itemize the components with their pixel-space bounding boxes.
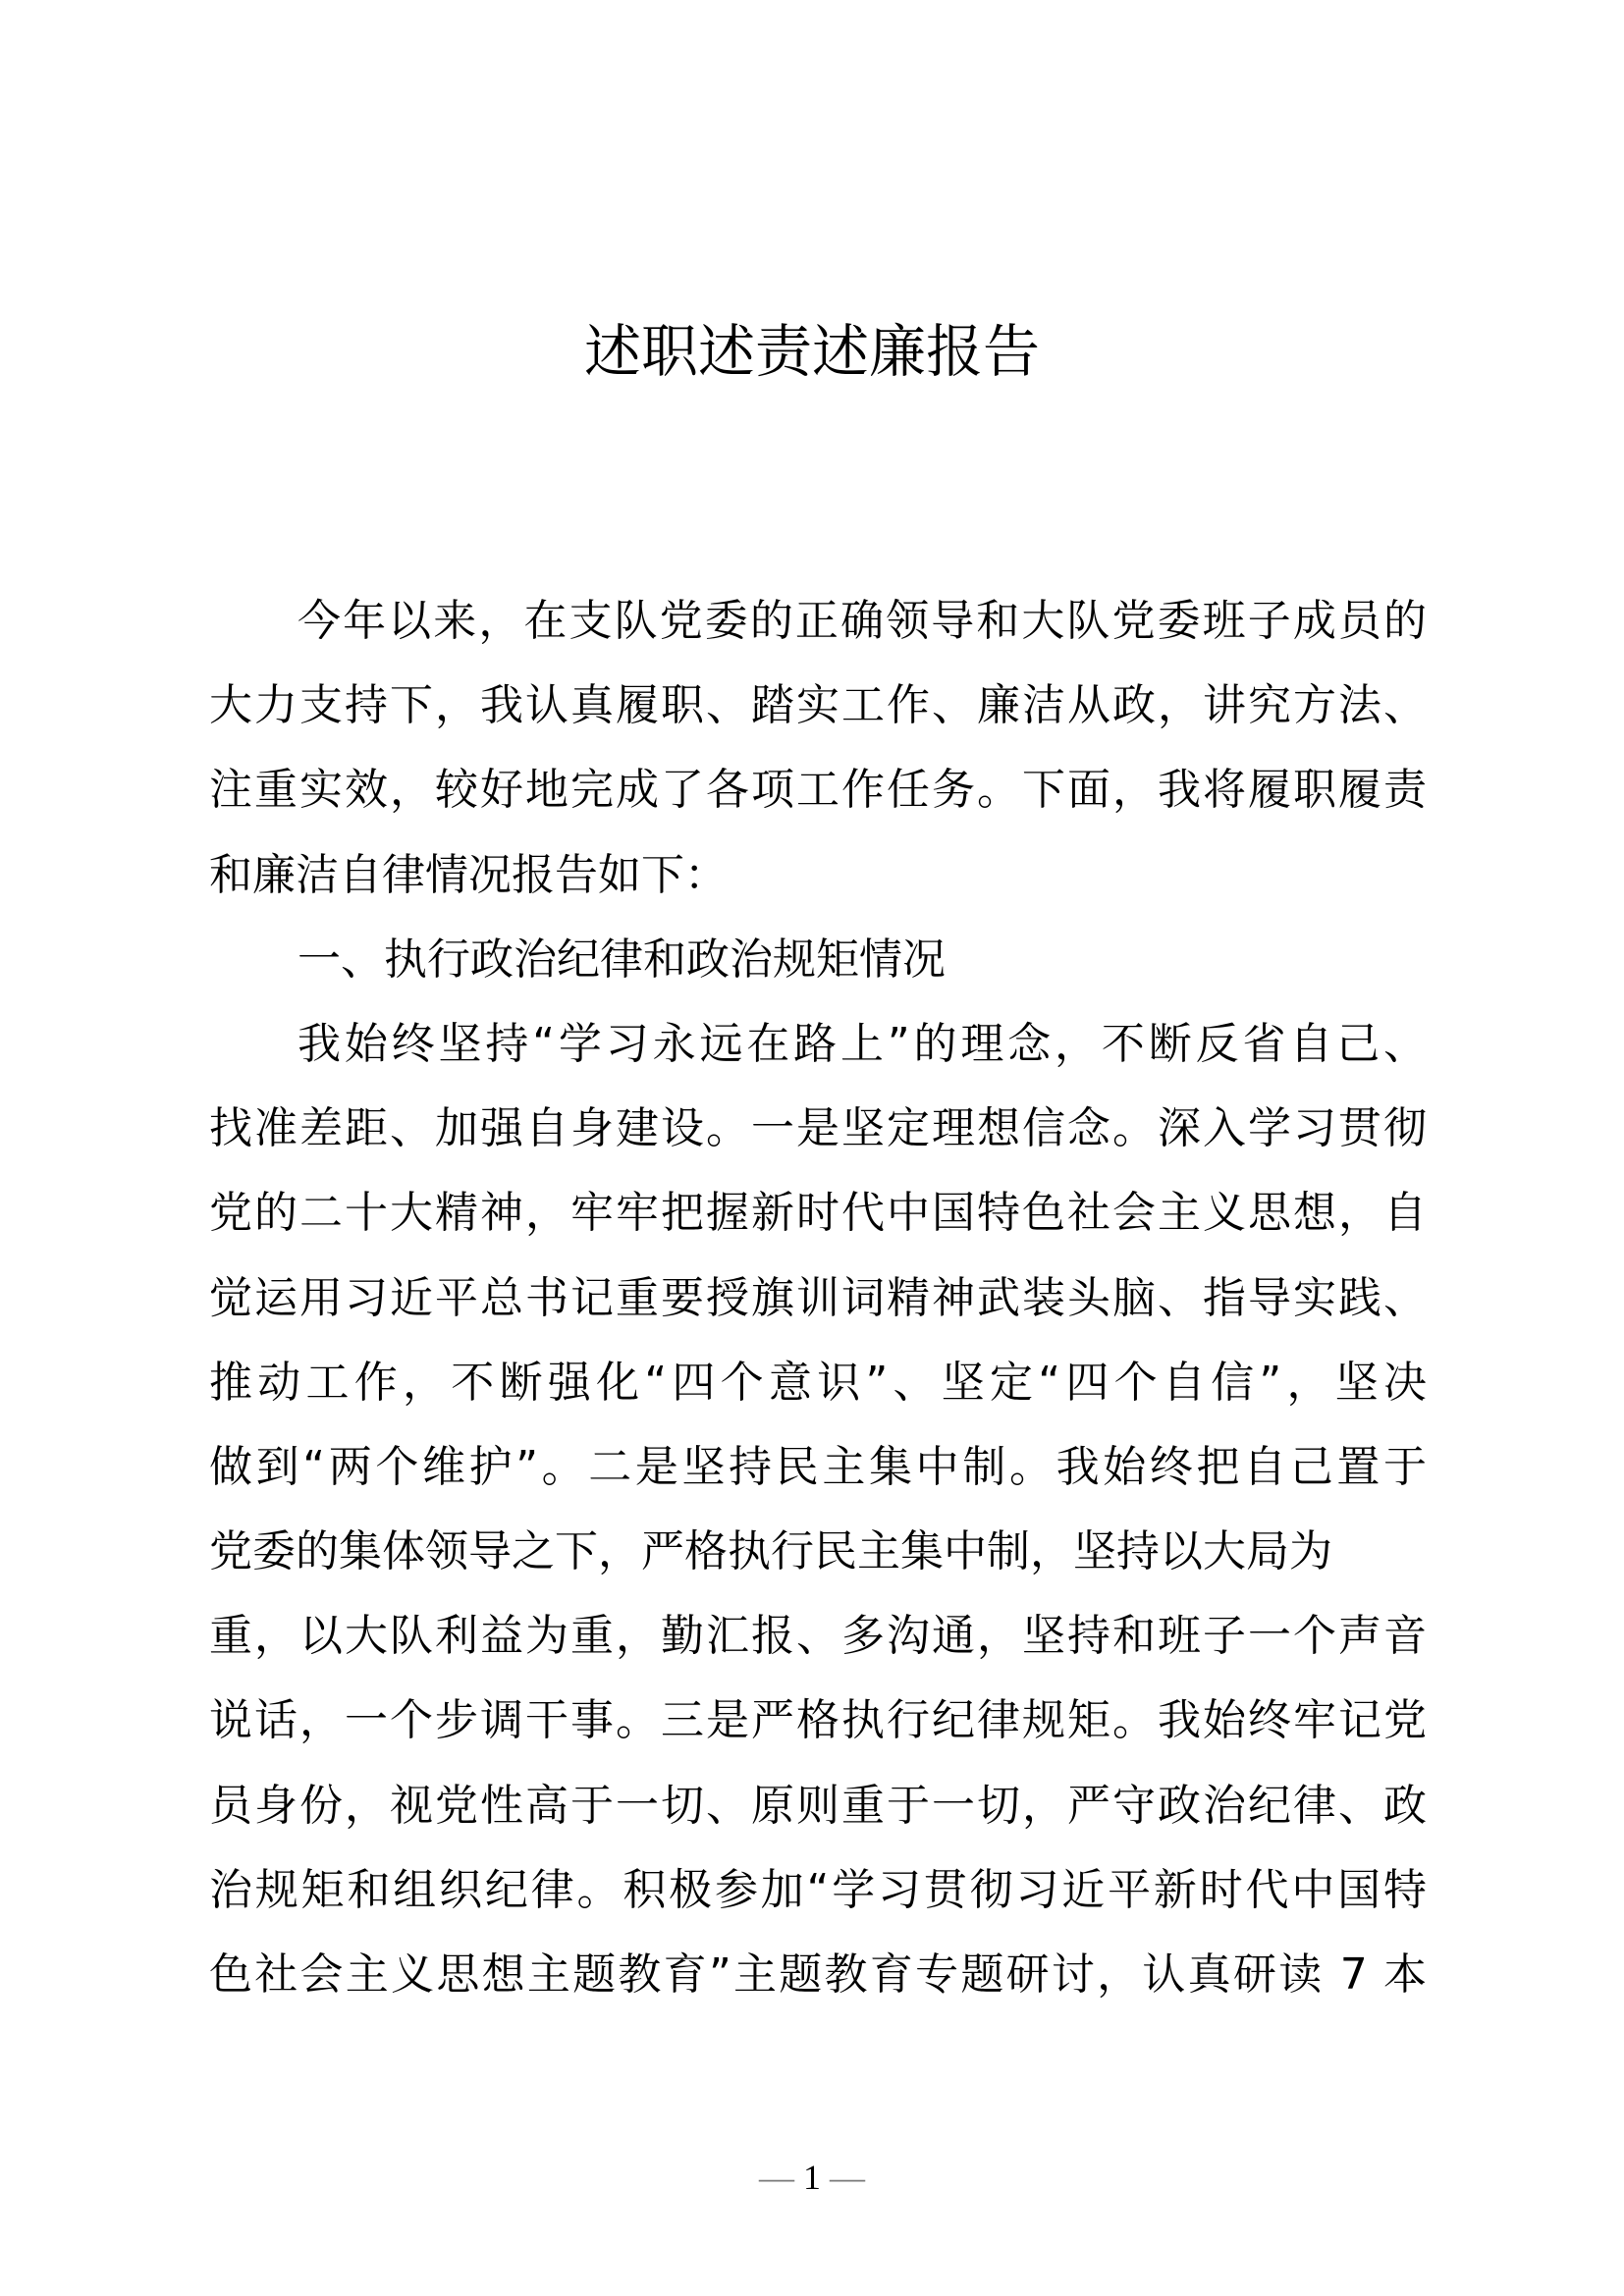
paragraph-1-line-3: 注重实效，较好地完成了各项工作任务。下面，我将履职履责: [209, 765, 1427, 816]
paragraph-2-line-1: 我始终坚持“学习永远在路上”的理念，不断反省自己、: [298, 1018, 1427, 1069]
paragraph-2-line-6: 做到“两个维护”。二是坚持民主集中制。我始终把自己置于: [209, 1441, 1427, 1492]
page-number-left-dash: —: [759, 2158, 794, 2197]
paragraph-2-line-3: 党的二十大精神，牢牢把握新时代中国特色社会主义思想，自: [209, 1188, 1427, 1239]
paragraph-2-line-9: 说话，一个步调干事。三是严格执行纪律规矩。我始终牢记党: [209, 1695, 1427, 1746]
paragraph-1-line-2: 大力支持下，我认真履职、踏实工作、廉洁从政，讲究方法、: [209, 680, 1427, 731]
paragraph-2-line-4: 觉运用习近平总书记重要授旗训词精神武装头脑、指导实践、: [209, 1272, 1427, 1323]
section-heading-1: 一、执行政治纪律和政治规矩情况: [298, 934, 946, 985]
paragraph-1-line-1: 今年以来，在支队党委的正确领导和大队党委班子成员的: [298, 596, 1427, 646]
paragraph-2-line-8: 重，以大队利益为重，勤汇报、多沟通，坚持和班子一个声音: [209, 1611, 1427, 1662]
page-number-value: 1: [803, 2158, 821, 2197]
paragraph-2-line-5: 推动工作，不断强化“四个意识”、坚定“四个自信”，坚决: [209, 1357, 1427, 1408]
page-number-right-dash: —: [830, 2158, 865, 2197]
document-body: [209, 579, 1427, 2017]
paragraph-2-line-12: 色社会主义思想主题教育”主题教育专题研讨，认真研读 7 本: [209, 1949, 1427, 2000]
page-number: [0, 2156, 1624, 2199]
paragraph-2-line-10: 员身份，视党性高于一切、原则重于一切，严守政治纪律、政: [209, 1780, 1427, 1831]
paragraph-1-line-4: 和廉洁自律情况报告如下：: [209, 849, 728, 900]
paragraph-2-line-2: 找准差距、加强自身建设。一是坚定理想信念。深入学习贯彻: [209, 1103, 1427, 1154]
paragraph-2-line-7: 党委的集体领导之下，严格执行民主集中制，坚持以大局为: [209, 1526, 1332, 1577]
document-title: 述职述责述廉报告: [583, 318, 1040, 385]
paragraph-2-line-11: 治规矩和组织纪律。积极参加“学习贯彻习近平新时代中国特: [209, 1864, 1427, 1915]
